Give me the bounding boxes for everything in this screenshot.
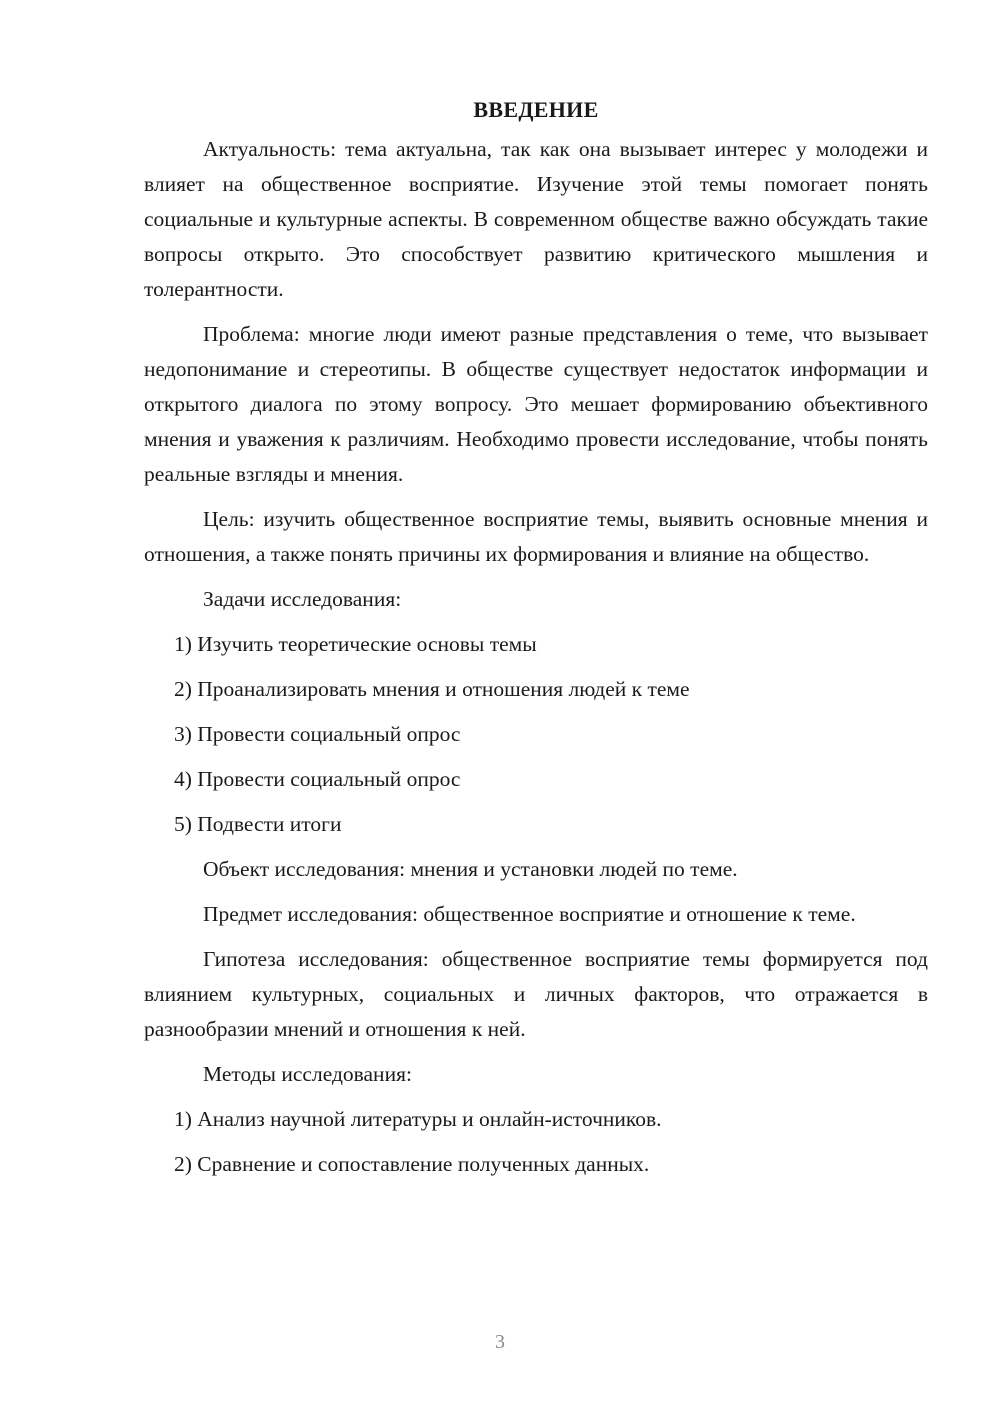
goal-paragraph: Цель: изучить общественное восприятие темы, выявить основные мнения и отношения, а также понять причины их формирования и влияние на общество. bbox=[144, 507, 928, 566]
subject-paragraph: Предмет исследования: общественное восприятие и отношение к теме. bbox=[203, 902, 856, 926]
task-item: 4) Провести социальный опрос bbox=[174, 767, 461, 791]
method-item: 2) Сравнение и сопоставление полученных данных. bbox=[174, 1152, 650, 1176]
document-page bbox=[144, 94, 928, 1192]
methods-title: Методы исследования: bbox=[203, 1062, 412, 1086]
task-item: 2) Проанализировать мнения и отношения людей к теме bbox=[174, 677, 690, 701]
problem-paragraph: Проблема: многие люди имеют разные представления о теме, что вызывает недопонимание и стереотипы. В обществе существует недостаток информации и открытого диалога по этому вопросу. Это мешает формированию объективного мнения и уважения к различиям. Необходимо провести исследование, чтобы понять реальные взгляды и мнения. bbox=[144, 322, 928, 486]
page-number: 3 bbox=[495, 1331, 505, 1353]
section-heading: ВВЕДЕНИЕ bbox=[473, 97, 599, 122]
method-item: 1) Анализ научной литературы и онлайн-источников. bbox=[174, 1107, 662, 1131]
object-paragraph: Объект исследования: мнения и установки людей по теме. bbox=[203, 857, 738, 881]
task-item: 1) Изучить теоретические основы темы bbox=[174, 632, 537, 656]
tasks-title: Задачи исследования: bbox=[203, 587, 402, 611]
task-item: 3) Провести социальный опрос bbox=[174, 722, 461, 746]
task-item: 5) Подвести итоги bbox=[174, 812, 342, 836]
relevance-paragraph: Актуальность: тема актуальна, так как она вызывает интерес у молодежи и влияет на общественное восприятие. Изучение этой темы помогает понять социальные и культурные аспекты. В современном обществе важно обсуждать такие вопросы открыто. Это способствует развитию критического мышления и толерантности. bbox=[144, 137, 928, 301]
hypothesis-paragraph: Гипотеза исследования: общественное восприятие темы формируется под влиянием культурных, социальных и личных факторов, что отражается в разнообразии мнений и отношения к ней. bbox=[144, 947, 928, 1041]
